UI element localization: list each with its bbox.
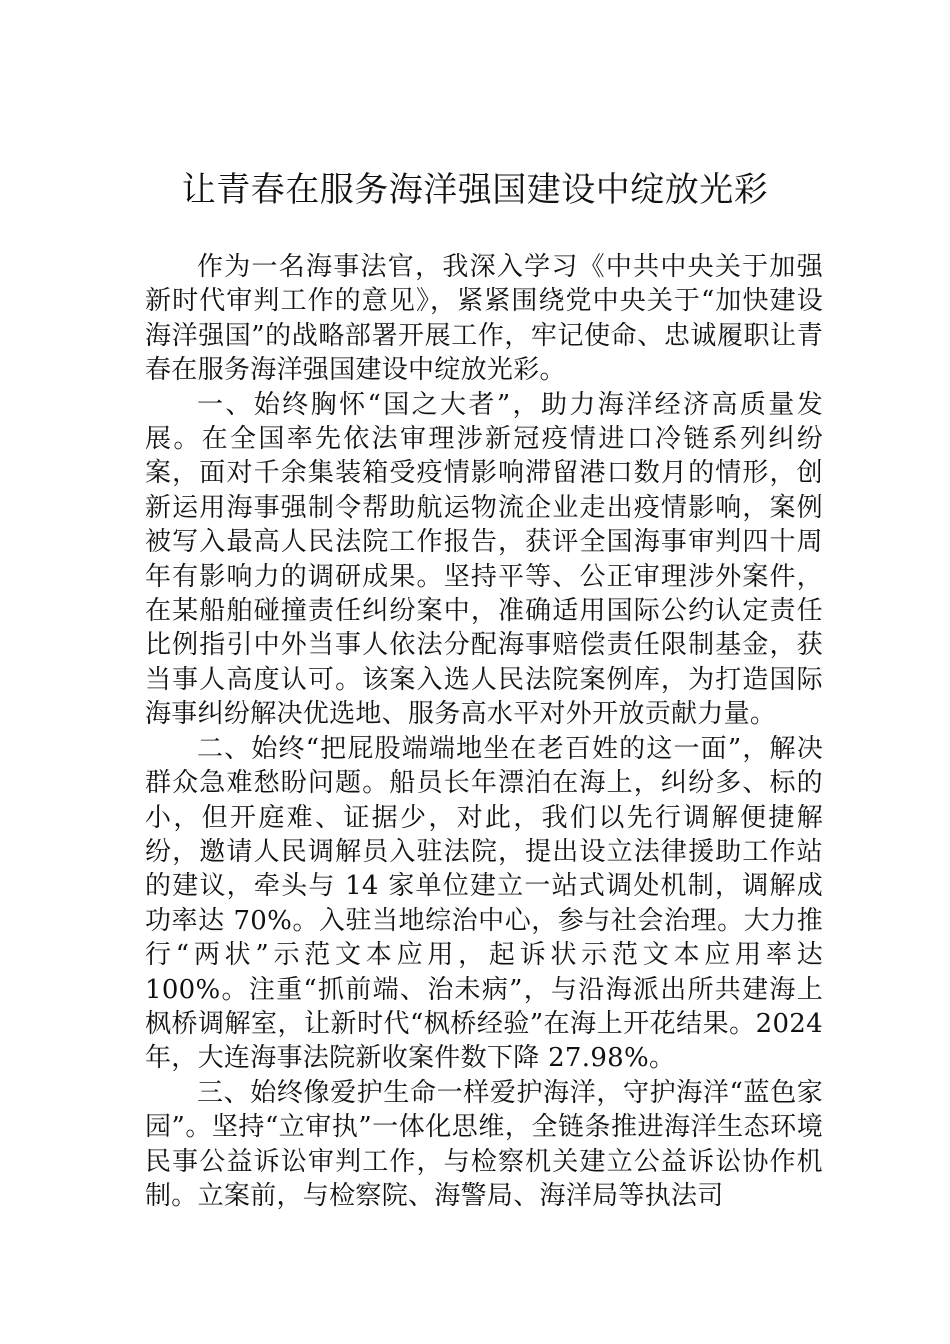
document-body	[145, 250, 823, 1213]
document-title: 让青春在服务海洋强国建设中绽放光彩	[181, 170, 769, 210]
paragraph-section-1: 一、始终胸怀“国之大者”，助力海洋经济高质量发展。在全国率先依法审理涉新冠疫情进口冷链系列纠纷案，面对千余集装箱受疫情影响滞留港口数月的情形，创新运用海事强制令帮助航运物流企业走出疫情影响，案例被写入最高人民法院工作报告，获评全国海事审判四十周年有影响力的调研成果。坚持平等、公正审理涉外案件，在某船舶碰撞责任纠纷案中，准确适用国际公约认定责任比例指引中外当事人依法分配海事赔偿责任限制基金，获当事人高度认可。该案入选人民法院案例库，为打造国际海事纠纷解决优选地、服务高水平对外开放贡献力量。	[145, 389, 823, 730]
paragraph-section-2: 二、始终“把屁股端端地坐在老百姓的这一面”，解决群众急难愁盼问题。船员长年漂泊在海上，纠纷多、标的小，但开庭难、证据少，对此，我们以先行调解便捷解纷，邀请人民调解员入驻法院，提出设立法律援助工作站的建议，牵头与 14 家单位建立一站式调处机制，调解成功率达 70%。入驻当地综治中心，参与社会治理。大力推行“两状”示范文本应用，起诉状示范文本应用率达 100%。注重“抓前端、治未病”，与沿海派出所共建海上枫桥调解室，让新时代“枫桥经验”在海上开花结果。2024 年，大连海事法院新收案件数下降 27.98%。	[145, 733, 823, 1074]
paragraph-section-3: 三、始终像爱护生命一样爱护海洋，守护海洋“蓝色家园”。坚持“立审执”一体化思维，全链条推进海洋生态环境民事公益诉讼审判工作，与检察机关建立公益诉讼协作机制。立案前，与检察院、海警局、海洋局等执法司	[145, 1077, 823, 1211]
paragraph-intro: 作为一名海事法官，我深入学习《中共中央关于加强新时代审判工作的意见》，紧紧围绕党中央关于“加快建设海洋强国”的战略部署开展工作，牢记使命、忠诚履职让青春在服务海洋强国建设中绽放光彩。	[145, 252, 823, 386]
